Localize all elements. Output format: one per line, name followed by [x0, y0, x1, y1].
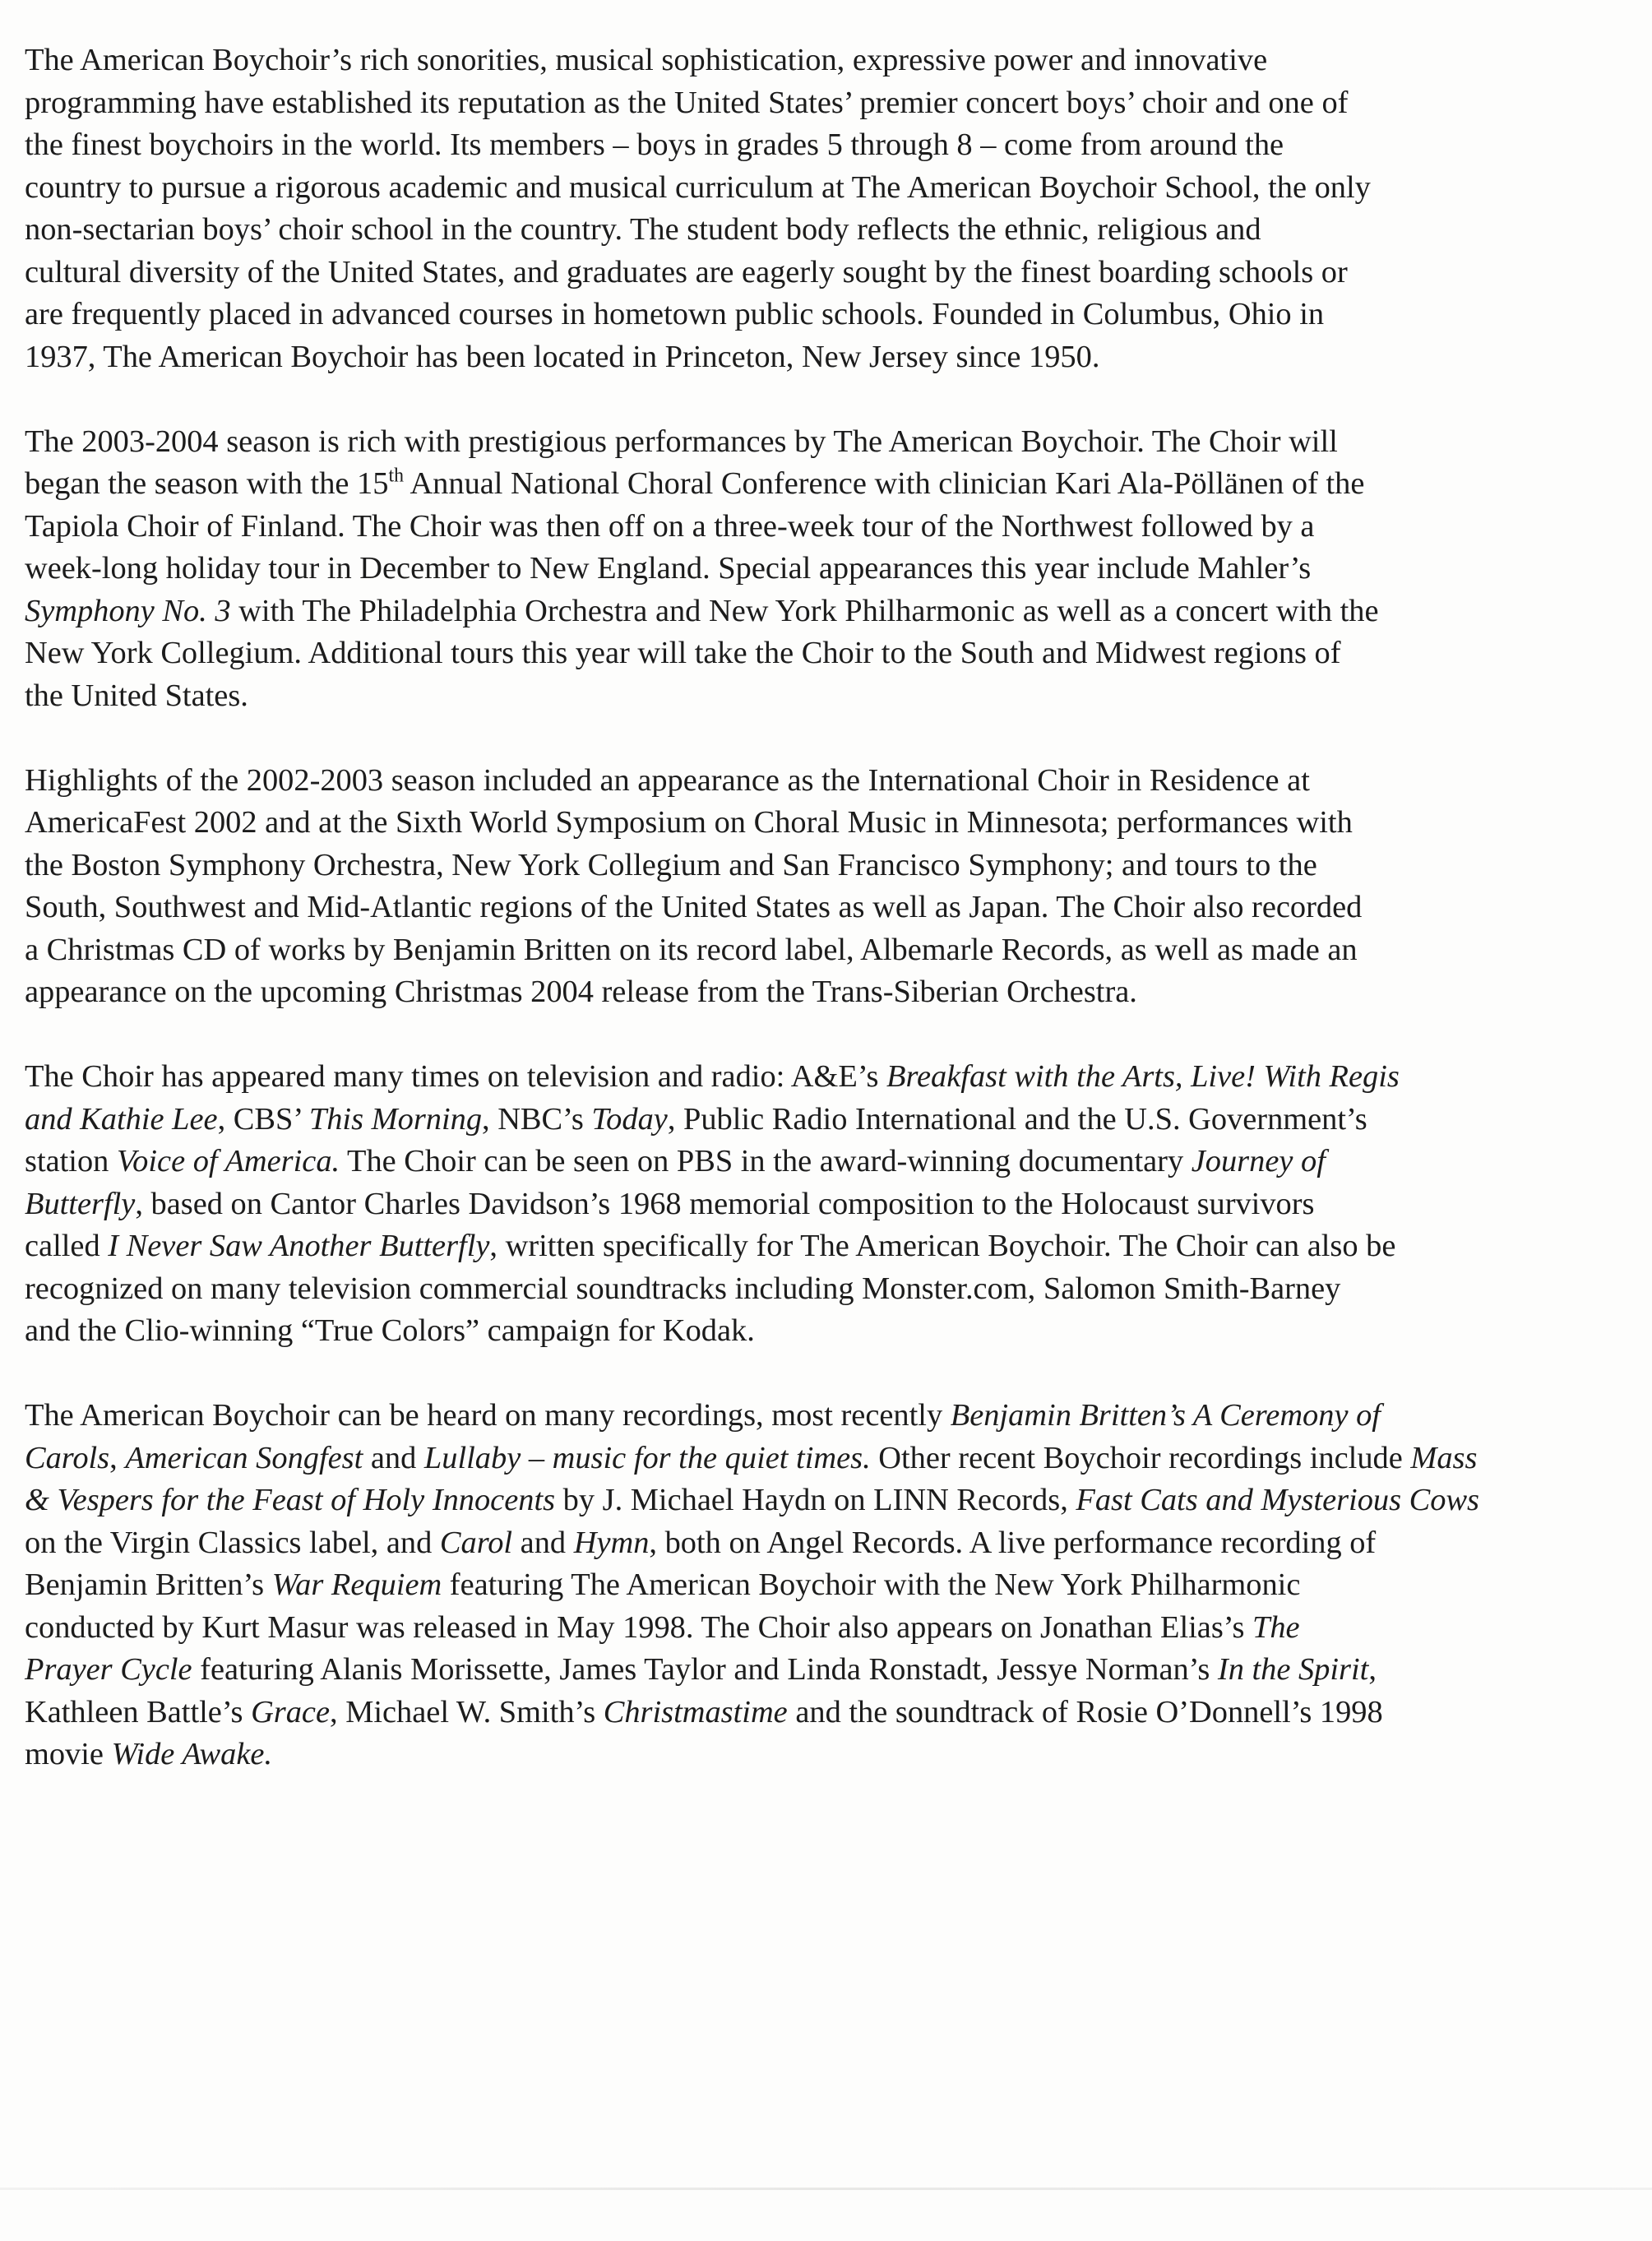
italic-title: Wide Awake. [111, 1737, 273, 1771]
italic-title: War Requiem [271, 1567, 442, 1602]
text-line [25, 632, 1591, 675]
text-run: the finest boychoirs in the world. Its members – boys in grades 5 through 8 – come from around the [25, 127, 1284, 162]
text-line [25, 675, 1591, 718]
text-line [25, 1734, 1591, 1776]
text-line [25, 1692, 1591, 1734]
paragraph [25, 1395, 1591, 1776]
text-run: on the Virgin Classics label, and [25, 1525, 440, 1560]
text-line [25, 506, 1591, 549]
text-run: called [25, 1229, 109, 1263]
text-run: appearance on the upcoming Christmas 2004 release from the Trans-Siberian Orchestra. [25, 975, 1137, 1009]
italic-title: Voice of America. [116, 1144, 340, 1178]
text-run: Tapiola Choir of Finland. The Choir was then off on a three-week tour of the Northwest followed by a [25, 508, 1315, 544]
paragraph [25, 1056, 1591, 1353]
text-line [25, 1564, 1591, 1607]
text-line [25, 760, 1591, 803]
text-line [25, 1099, 1591, 1141]
text-line [25, 1438, 1591, 1480]
text-run: recognized on many television commercial soundtracks including Monster.com, Salomon Smith-Barney [25, 1271, 1341, 1306]
text-run: AmericaFest 2002 and at the Sixth World Symposium on Choral Music in Minnesota; performances with [25, 805, 1353, 840]
text-line [25, 39, 1591, 82]
text-run: featuring Alanis Morissette, James Taylor and Linda Ronstadt, Jessye Norman’s [192, 1652, 1218, 1687]
italic-title: Butterfly [25, 1186, 136, 1221]
text-line [25, 590, 1591, 633]
paragraph [25, 39, 1591, 378]
italic-title: Prayer Cycle [25, 1652, 192, 1687]
text-run: Other recent Boychoir recordings include [870, 1440, 1411, 1475]
text-line [25, 1607, 1591, 1650]
text-line [25, 252, 1591, 294]
text-run: non-sectarian boys’ choir school in the country. The student body reflects the ethnic, religious and [25, 212, 1261, 247]
text-run: began the season with the 15 [25, 466, 389, 501]
text-line [25, 1225, 1591, 1268]
italic-title: I Never Saw Another Butterfly [108, 1229, 490, 1263]
text-run: movie [25, 1737, 112, 1771]
italic-title: Christmastime [603, 1694, 788, 1729]
italic-title: Symphony No. 3 [25, 593, 231, 628]
text-line [25, 421, 1591, 464]
italic-title: In the Spirit [1217, 1652, 1369, 1687]
text-line [25, 1268, 1591, 1311]
text-run: the United States. [25, 678, 248, 713]
paragraph [25, 421, 1591, 718]
text-line [25, 209, 1591, 252]
paragraph [25, 760, 1591, 1014]
scan-edge-line [0, 2188, 1652, 2190]
text-line [25, 1141, 1591, 1183]
text-run: New York Collegium. Additional tours this year will take the Choir to the South and Midwest regions of [25, 636, 1341, 670]
italic-title: and Kathie Lee [25, 1101, 218, 1137]
text-run: and the Clio-winning “True Colors” campaign for Kodak. [25, 1313, 755, 1348]
text-run: week-long holiday tour in December to New England. Special appearances this year include Mahler’s [25, 551, 1312, 586]
document-body [25, 39, 1591, 1818]
text-run: station [25, 1144, 117, 1178]
italic-title: The [1252, 1609, 1300, 1645]
text-line [25, 82, 1591, 125]
text-line [25, 1649, 1591, 1692]
text-line [25, 124, 1591, 167]
text-run: The 2003-2004 season is rich with prestigious performances by The American Boychoir. The Choir will [25, 424, 1338, 459]
text-line [25, 929, 1591, 972]
text-run: cultural diversity of the United States, and graduates are eagerly sought by the finest boarding schools or [25, 254, 1348, 289]
text-run: conducted by Kurt Masur was released in May 1998. The Choir also appears on Jonathan Elias’s [25, 1609, 1252, 1645]
text-line [25, 887, 1591, 929]
text-run: country to pursue a rigorous academic and musical curriculum at The American Boychoir School, the only [25, 169, 1371, 205]
italic-title: Carol [439, 1525, 513, 1560]
text-run: , Public Radio International and the U.S. Government’s [667, 1101, 1367, 1137]
italic-title: Carols [25, 1440, 110, 1475]
italic-title: Lullaby – music for the quiet times. [423, 1440, 871, 1475]
italic-title: American Songfest [125, 1440, 363, 1475]
text-run: , based on Cantor Charles Davidson’s 1968 memorial composition to the Holocaust survivors [135, 1186, 1315, 1221]
italic-title: Benjamin Britten’s A Ceremony of [950, 1398, 1381, 1433]
text-run: and [512, 1525, 574, 1560]
italic-title: Grace [251, 1694, 331, 1729]
italic-title: Mass [1410, 1440, 1478, 1475]
text-run: The American Boychoir can be heard on many recordings, most recently [25, 1398, 951, 1433]
text-run: are frequently placed in advanced courses in hometown public schools. Founded in Columbus, Ohio in [25, 297, 1325, 331]
text-run: The American Boychoir’s rich sonorities, musical sophistication, expressive power and innovative [25, 43, 1268, 77]
italic-title: Today [591, 1101, 668, 1137]
italic-title: This Morning [308, 1101, 483, 1137]
text-line [25, 802, 1591, 845]
text-line [25, 1479, 1591, 1522]
text-run: Highlights of the 2002-2003 season included an appearance as the International Choir in Residence at [25, 762, 1310, 798]
text-run: , CBS’ [217, 1101, 309, 1137]
text-run: featuring The American Boychoir with the New York Philharmonic [442, 1567, 1301, 1602]
text-line [25, 1522, 1591, 1565]
italic-title: & Vespers for the Feast of Holy Innocents [25, 1483, 556, 1517]
text-run: with The Philadelphia Orchestra and New York Philharmonic as well as a concert with the [230, 593, 1379, 628]
text-run: , both on Angel Records. A live performance recording of [649, 1525, 1377, 1560]
text-line [25, 845, 1591, 887]
text-run: South, Southwest and Mid-Atlantic regions of the United States as well as Japan. The Choir also recorded [25, 890, 1363, 924]
text-line [25, 336, 1591, 379]
text-run: The Choir can be seen on PBS in the award-winning documentary [340, 1144, 1192, 1178]
text-line [25, 1056, 1591, 1099]
text-run: the Boston Symphony Orchestra, New York Collegium and San Francisco Symphony; and tours to the [25, 847, 1317, 882]
text-run: by J. Michael Haydn on LINN Records, [555, 1483, 1076, 1517]
text-run: Annual National Choral Conference with clinician Kari Ala-Pöllänen of the [403, 466, 1365, 501]
text-run: , Michael W. Smith’s [330, 1694, 604, 1729]
text-run: , [1368, 1652, 1377, 1687]
text-line [25, 971, 1591, 1014]
superscript-text: th [388, 465, 404, 487]
text-line [25, 463, 1591, 506]
text-run: The Choir has appeared many times on television and radio: A&E’s [25, 1059, 887, 1094]
text-run: programming have established its reputation as the United States’ premier concert boys’ choir and one of [25, 85, 1349, 120]
text-run: Benjamin Britten’s [25, 1567, 272, 1602]
text-line [25, 1310, 1591, 1353]
text-line [25, 294, 1591, 336]
text-run: , written specifically for The American Boychoir. The Choir can also be [489, 1229, 1396, 1263]
text-run: 1937, The American Boychoir has been located in Princeton, New Jersey since 1950. [25, 339, 1100, 374]
text-line [25, 167, 1591, 210]
text-run: , NBC’s [482, 1101, 592, 1137]
text-run: , [109, 1440, 126, 1475]
italic-title: Journey of [1191, 1144, 1326, 1178]
italic-title: Fast Cats and Mysterious Cows [1076, 1483, 1479, 1517]
text-run: a Christmas CD of works by Benjamin Britten on its record label, Albemarle Records, as well as made an [25, 932, 1358, 967]
text-run: and the soundtrack of Rosie O’Donnell’s 1998 [787, 1694, 1383, 1729]
text-line [25, 1395, 1591, 1438]
text-line [25, 1183, 1591, 1226]
text-run: and [363, 1440, 424, 1475]
italic-title: Hymn [573, 1525, 650, 1560]
italic-title: Breakfast with the Arts, Live! With Regis [886, 1059, 1400, 1094]
text-line [25, 548, 1591, 590]
text-run: Kathleen Battle’s [25, 1694, 252, 1729]
